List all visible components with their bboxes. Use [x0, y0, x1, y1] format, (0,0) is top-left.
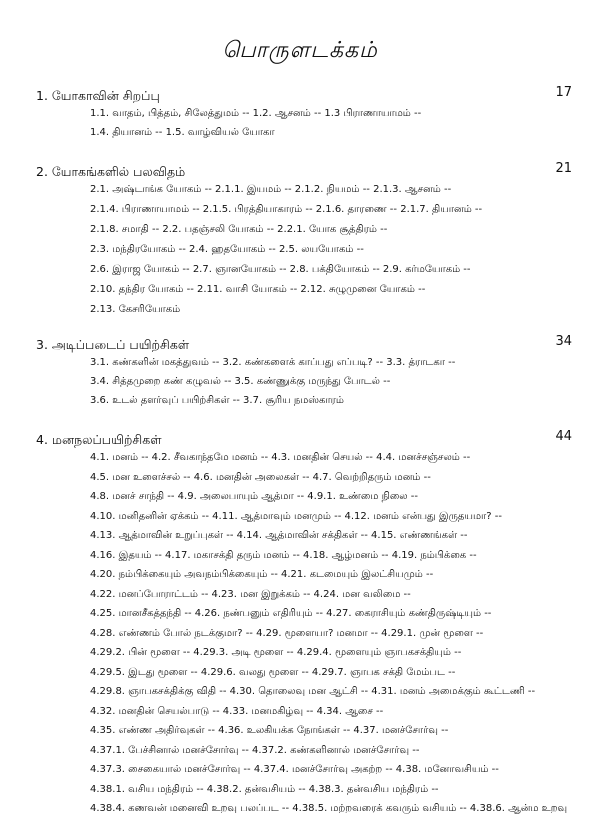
- section-page-number: 21: [555, 161, 572, 176]
- toc-section-2: [0, 161, 600, 315]
- toc-entry-line: 3.6. உடல் தளர்வுப் பயிற்சிகள் -- 3.7. சூரிய நமஸ்காரம்: [90, 395, 344, 406]
- section-title: 2. யோகங்களில் பலவிதம்: [36, 164, 186, 179]
- toc-entry-line: 4.25. மானசீகத்தந்தி -- 4.26. நண்பனும் எதிரியும் -- 4.27. கைராசியும் கண்திருஷ்டியும் --: [90, 608, 492, 619]
- toc-entry-line: 1.1. வாதம், பித்தம், சிலேத்துமம் -- 1.2. ஆசனம் -- 1.3 பிராணாயாமம் --: [90, 108, 422, 119]
- toc-entry-line: 4.1. மனம் -- 4.2. சீவகாந்தமே மனம் -- 4.3. மனதின் செயல் -- 4.4. மனச்சஞ்சலம் --: [90, 452, 471, 463]
- section-page-number: 44: [555, 429, 572, 444]
- toc-entry-line: 4.29.8. ஞாபகசக்திக்கு விதி -- 4.30. தொலைவு மன ஆட்சி -- 4.31. மனம் அமைக்கும் கூட்டணி --: [90, 686, 536, 697]
- toc-entry-line: 4.16. இதயம் -- 4.17. மகாசக்தி தரும் மனம் -- 4.18. ஆழ்மனம் -- 4.19. நம்பிக்கை --: [90, 549, 477, 561]
- section-title: 1. யோகாவின் சிறப்பு: [36, 88, 160, 103]
- toc-entry-line: 4.22. மனப்போராட்டம் -- 4.23. மன இறுக்கம் -- 4.24. மன வலிமை --: [90, 588, 411, 600]
- toc-entry-line: 2.1.8. சமாதி -- 2.2. பதஞ்சலி யோகம் -- 2.2.1. யோக சூத்திரம் --: [90, 224, 388, 235]
- toc-entry-line: 4.5. மன உளைச்சல் -- 4.6. மனதின் அலைகள் -- 4.7. வெற்றிதரும் மனம் --: [90, 471, 431, 483]
- toc-entry-line: 2.1.4. பிராணாயாமம் -- 2.1.5. பிரத்தியாகாரம் -- 2.1.6. தாரணை -- 2.1.7. தியானம் --: [90, 204, 483, 215]
- section-title: 3. அடிப்படைப் பயிற்சிகள்: [36, 337, 190, 352]
- toc-entry-line: 4.35. எண்ண அதிர்வுகள் -- 4.36. உலகியக்க நோங்கள் -- 4.37. மனச்சோர்வு --: [90, 725, 449, 736]
- toc-entry-line: 4.28. எண்ணம் போல் நடக்குமா? -- 4.29. மூளையா? மனமா -- 4.29.1. முன் மூளை --: [90, 627, 484, 639]
- toc-entry-line: 3.4. சித்தமுறை கண் கழுவல் -- 3.5. கண்ணுக்கு மருந்து போடல் --: [90, 376, 391, 387]
- toc-entry-line: 4.13. ஆத்மாவின் உறுப்புகள் -- 4.14. ஆத்மாவின் சக்திகள் -- 4.15. எண்ணங்கள் --: [90, 530, 468, 541]
- page-title: பொருளடக்கம்: [222, 38, 378, 63]
- toc-entry-line: 4.29.2. பின் மூளை -- 4.29.3. அடி மூளை -- 4.29.4. மூளையும் ஞாபகசக்தியும் --: [90, 647, 462, 658]
- section-page-number: 34: [555, 334, 572, 349]
- toc-entry-line: 4.32. மனதின் செயல்பாடு -- 4.33. மனமகிழ்வு -- 4.34. ஆசை --: [90, 705, 384, 717]
- toc-entry-line: 4.8. மனச் சாந்தி -- 4.9. அலைபாயும் ஆத்மா -- 4.9.1. உண்மை நிலை --: [90, 491, 419, 502]
- toc-entry-line: 4.37.1. பேச்சினால் மனச்சோர்வு -- 4.37.2. கண்களினால் மனச்சோர்வு --: [90, 744, 420, 756]
- toc-entry-line: 4.20. நம்பிக்கையும் அவநம்பிக்கையும் -- 4.21. கடமையும் இலட்சியமும் --: [90, 569, 434, 580]
- toc-entry-line: 2.13. கேசரியோகம்: [90, 304, 181, 315]
- toc-entry-line: 4.37.3. சைகையால் மனச்சோர்வு -- 4.37.4. மனச்சோர்வு அகற்ற -- 4.38. மனோவசியம் --: [90, 764, 499, 775]
- toc-section-4: [0, 429, 600, 814]
- section-title: 4. மனநலப்பயிற்சிகள்: [36, 432, 162, 447]
- toc-entry-line: 2.10. தந்திர யோகம் -- 2.11. வாசி யோகம் -- 2.12. சுழுமுனை யோகம் --: [90, 284, 426, 295]
- toc-entry-line: 2.3. மந்திரயோகம் -- 2.4. ஹதயோகம் -- 2.5. லயயோகம் --: [90, 244, 364, 255]
- toc-section-3: [0, 334, 600, 406]
- toc-section-1: [0, 85, 600, 138]
- toc-entry-line: 4.38.4. கணவன் மனைவி உறவு பலப்பட -- 4.38.5. மற்றவரைக் கவரும் வசியம் -- 4.38.6. ஆன்ம உறவு: [90, 803, 568, 814]
- toc-entry-line: 1.4. தியானம் -- 1.5. வாழ்வியல் யோகா: [90, 127, 275, 138]
- toc-entry-line: 2.6. இராஜ யோகம் -- 2.7. ஞானயோகம் -- 2.8. பக்தியோகம் -- 2.9. கர்மயோகம் --: [90, 264, 471, 275]
- toc-entry-line: 2.1. அஷ்டாங்க யோகம் -- 2.1.1. இயமம் -- 2.1.2. நியமம் -- 2.1.3. ஆசனம் --: [90, 184, 452, 195]
- toc-entry-line: 4.10. மனிதனின் ஏக்கம் -- 4.11. ஆத்மாவும் மனமும் -- 4.12. மனம் என்பது இருதயமா? --: [90, 510, 502, 522]
- toc-entry-line: 3.1. கண்களின் மகத்துவம் -- 3.2. கண்களைக் காப்பது எப்படி? -- 3.3. த்ராடகா --: [90, 357, 456, 368]
- section-page-number: 17: [555, 85, 572, 100]
- toc-entry-line: 4.38.1. வசிய மந்திரம் -- 4.38.2. தன்வசியம் -- 4.38.3. தன்வசிய மந்திரம் --: [90, 783, 439, 795]
- toc-entry-line: 4.29.5. இடது மூளை -- 4.29.6. வலது மூளை -- 4.29.7. ஞாபக சக்தி மேம்பட --: [90, 666, 456, 678]
